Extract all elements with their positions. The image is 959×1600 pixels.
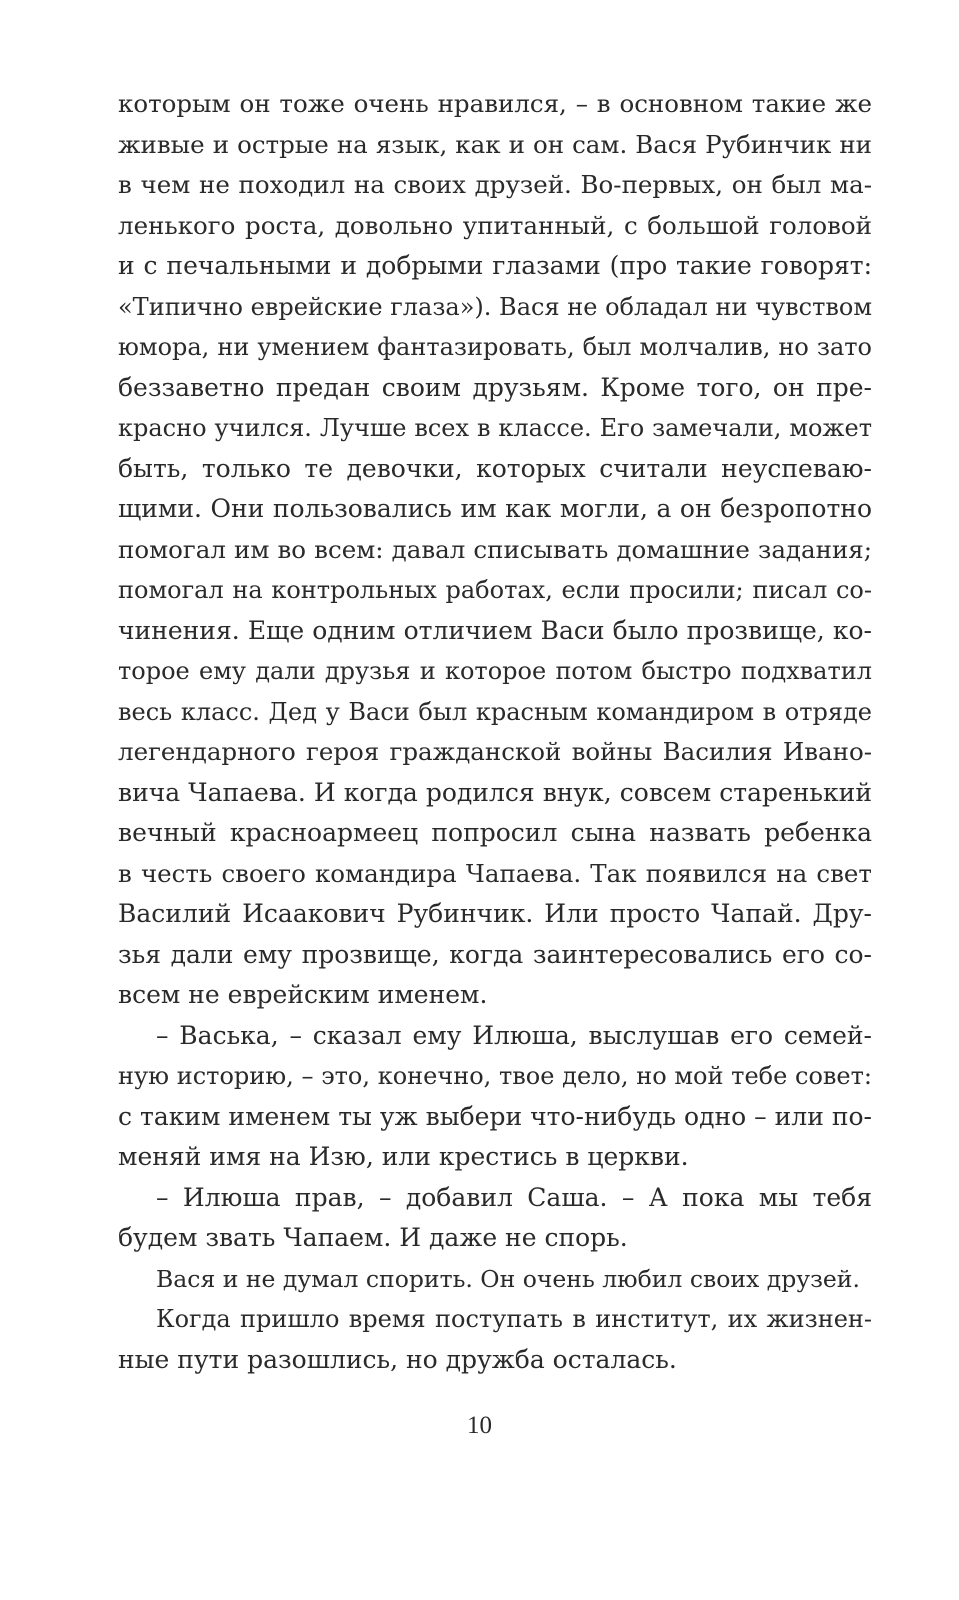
- text-line: и с печальными и добрыми глазами (про такие говорят:: [118, 251, 872, 280]
- text-line-paragraph-end: меняй имя на Изю, или крестись в церкви.: [118, 1142, 689, 1171]
- text-line: весь класс. Дед у Васи был красным командиром в отряде: [118, 697, 872, 726]
- text-line-paragraph-end: будем звать Чапаем. И даже не спорь.: [118, 1223, 628, 1252]
- text-line-paragraph-end: всем не еврейским именем.: [118, 980, 488, 1009]
- text-line: чинения. Еще одним отличием Васи было прозвище, ко-: [118, 615, 872, 645]
- text-line: которым он тоже очень нравился, – в основном такие же: [118, 89, 872, 118]
- text-line-paragraph-end: ные пути разошлись, но дружба осталась.: [118, 1344, 677, 1374]
- text-line: ную историю, – это, конечно, твое дело, но мой тебе совет:: [118, 1062, 872, 1090]
- text-line: щими. Они пользовались им как могли, а он безропотно: [118, 494, 872, 523]
- dialogue-line: – Васька, – сказал ему Илюша, выслушав его семей-: [156, 1020, 872, 1050]
- text-line: вича Чапаева. И когда родился внук, совсем старенький: [118, 777, 872, 807]
- text-line: юмора, ни умением фантазировать, был молчалив, но зато: [118, 333, 872, 361]
- text-line: живые и острые на язык, как и он сам. Вася Рубинчик ни: [118, 129, 872, 159]
- text-line: зья дали ему прозвище, когда заинтересовались его со-: [118, 939, 872, 969]
- text-line: «Типично еврейские глаза»). Вася не обладал ни чувством: [118, 292, 872, 321]
- text-line: в чем не походил на своих друзей. Во-первых, он был ма-: [118, 170, 872, 199]
- paragraph-line: Вася и не думал спорить. Он очень любил своих друзей.: [156, 1264, 860, 1293]
- dialogue-line: – Илюша прав, – добавил Саша. – А пока мы тебя: [156, 1182, 872, 1212]
- page-number: 10: [467, 1412, 492, 1439]
- paragraph-line: Когда пришло время поступать в институт, их жизнен-: [156, 1305, 872, 1333]
- text-line: легендарного героя гражданской войны Василия Ивано-: [118, 737, 872, 766]
- text-line: вечный красноармеец попросил сына назвать ребенка: [118, 818, 872, 847]
- text-line: красно учился. Лучше всех в классе. Его замечали, может: [118, 414, 872, 442]
- text-line: Василий Исаакович Рубинчик. Или просто Чапай. Дру-: [118, 899, 872, 928]
- text-line: быть, только те девочки, которых считали неуспеваю-: [118, 453, 872, 483]
- text-line: торое ему дали друзья и которое потом быстро подхватил: [118, 657, 872, 685]
- text-line: помогал им во всем: давал списывать домашние задания;: [118, 534, 872, 564]
- text-line: ленького роста, довольно упитанный, с большой головой: [118, 210, 872, 240]
- text-line: с таким именем ты уж выбери что-нибудь одно – или по-: [118, 1101, 872, 1131]
- body-text: [118, 84, 872, 1380]
- text-line: помогал на контрольных работах, если просили; писал со-: [118, 576, 872, 604]
- text-line: в честь своего командира Чапаева. Так появился на свет: [118, 858, 872, 888]
- text-line: беззаветно предан своим друзьям. Кроме того, он пре-: [118, 372, 872, 402]
